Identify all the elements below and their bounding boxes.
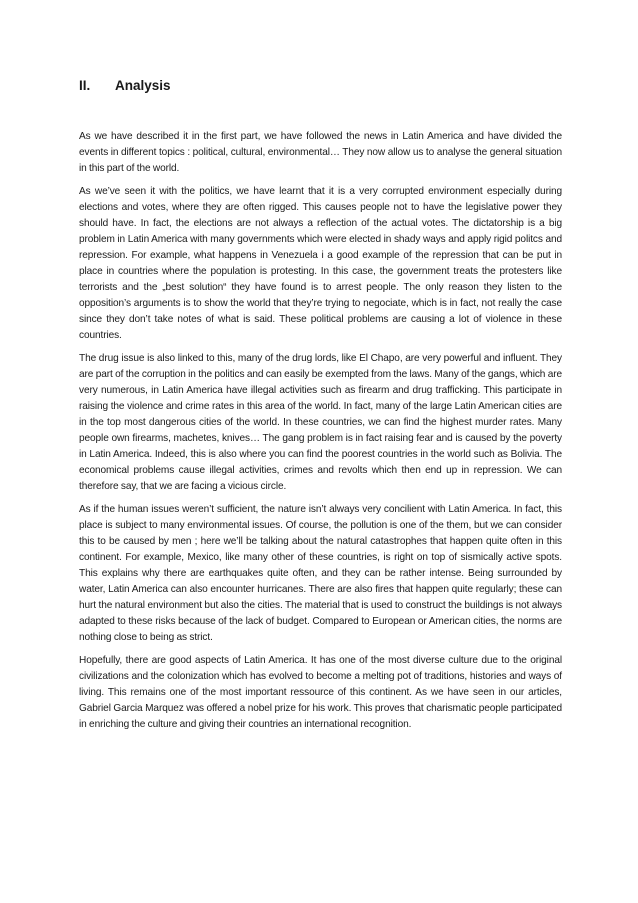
section-number: II. [79,78,91,93]
paragraph-drugs: The drug issue is also linked to this, many of the drug lords, like El Chapo, are very powerful and influent. They are part of the corruption in the politics and can easily be exempted from the laws. Many of the gangs, which are very numerous, in Latin America have illegal activities such as firearm and drug trafficking. This participate in raising the violence and crime rates in this area of the world. In fact, many of the large Latin American cities are in the top most dangerous cities of the world. In these countries, we can find the highest murder rates. Many people own firearms, machetes, knives… The gang problem is in fact raising fear and is caused by the poverty in Latin America. Indeed, this is also where you can find the poorest countries in the world such as Bolivia. The economical problems cause illegal activities, crimes and revolts which then end up in repression. We can therefore say, that we are facing a vicious circle. [79,352,562,493]
paragraph-intro: As we have described it in the first part, we have followed the news in Latin America and have divided the events in different topics : political, cultural, environmental… They now allow us to analyse the general situation in this part of the world. [79,131,562,175]
section-heading [79,78,562,98]
paragraph-culture: Hopefully, there are good aspects of Latin America. It has one of the most diverse culture due to the original civilizations and the colonization which has evolved to become a melting pot of traditions, histories and ways of living. This remains one of the most important ressource of this continent. As we have seen in our articles, Gabriel Garcia Marquez was offered a nobel prize for his work. This proves that charismatic people participated in enriching the culture and giving their countries an international recognition. [79,654,562,731]
document-page [79,78,562,740]
paragraph-environment: As if the human issues weren’t sufficient, the nature isn’t always very concilient with Latin America. In fact, this place is subject to many environmental issues. Of course, the pollution is one of the them, but we can consider this to be caused by men ; here we’ll be talking about the natural catastrophes that happen quite often in this continent. For example, Mexico, like many other of these countries, is right on top of sismically active spots. This explains why there are earthquakes quite often, and they can be rather intense. Being surrounded by water, Latin America can also encounter hurricanes. There are also fires that happen quite regularly; these can hurt the natural environment but also the cities. The material that is used to construct the buildings is not always adapted to these risks because of the lack of budget. Compared to European or American cities, the norms are nothing close to being as strict. [79,503,562,644]
paragraph-politics: As we’ve seen it with the politics, we have learnt that it is a very corrupted environment especially during elections and votes, where they are often rigged. This causes people not to have the legislative power they should have. In fact, the elections are not always a reflection of the actual votes. The dictatorship is a big problem in Latin America with many governments which were elected in shady ways and apply rigid politcs and repression. For example, what happens in Venezuela i a good example of the repression that can be put in place in countries where the population is protesting. In this case, the government treats the protesters like terrorists and the „best solution“ they have found is to arrest people. The only reason they listen to the opposition’s arguments is to show the world that they’re trying to negociate, which is in fact, not really the case since they don’t take notes of what is said. These political problems are causing a lot of violence in these countries. [79,185,562,342]
section-title: Analysis [115,78,171,93]
